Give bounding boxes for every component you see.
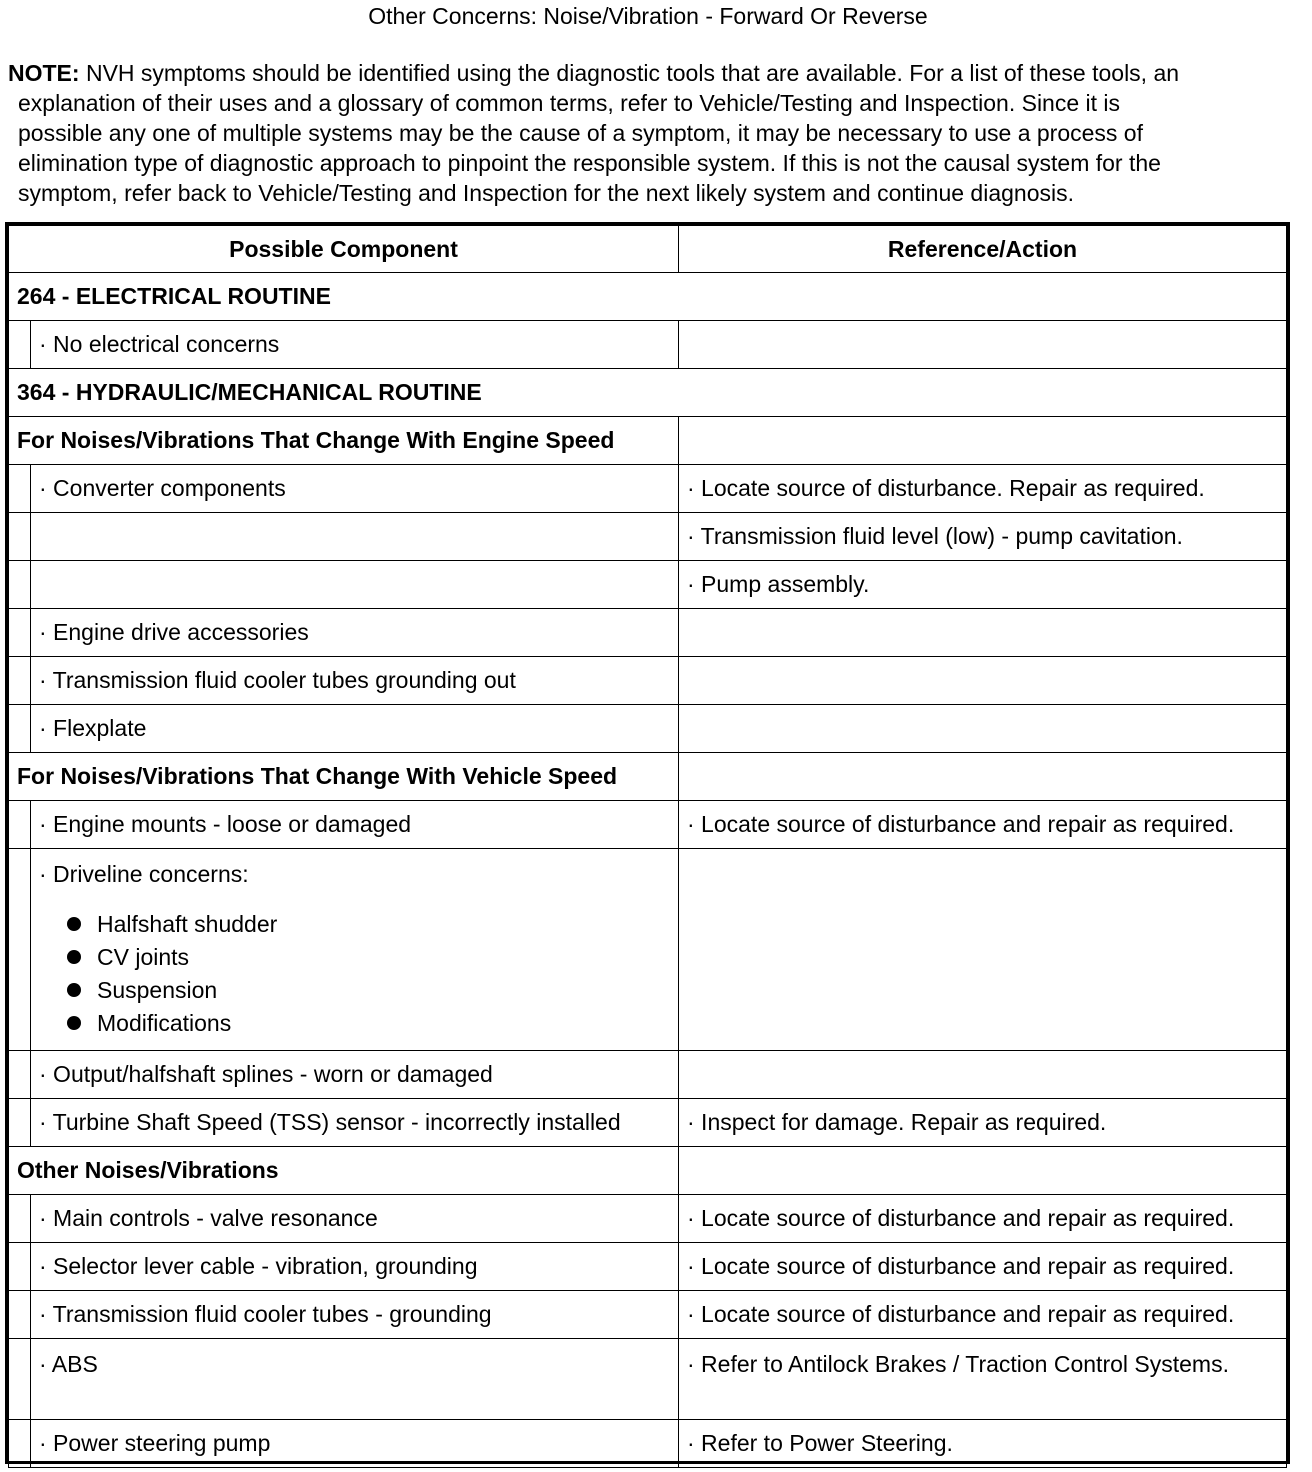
action-cell	[679, 1147, 1287, 1195]
component-cell: · Engine drive accessories	[31, 609, 679, 657]
indent-cell	[9, 657, 31, 705]
component-cell: · ABS	[31, 1339, 679, 1420]
list-item: Modifications	[67, 1007, 670, 1040]
action-cell	[679, 1051, 1287, 1099]
component-cell: · Transmission fluid cooler tubes - grounding	[31, 1291, 679, 1339]
indent-cell	[9, 1339, 31, 1420]
section-row	[9, 369, 1287, 417]
action-cell: · Inspect for damage. Repair as required.	[679, 1099, 1287, 1147]
note-block	[8, 58, 1298, 208]
component-cell	[31, 561, 679, 609]
action-cell	[679, 321, 1287, 369]
action-cell: · Transmission fluid level (low) - pump cavitation.	[679, 513, 1287, 561]
component-cell: · No electrical concerns	[31, 321, 679, 369]
section-hydraulic-routine: 364 - HYDRAULIC/MECHANICAL ROUTINE	[9, 369, 1287, 417]
diagnosis-table	[5, 222, 1290, 1464]
indent-cell	[9, 465, 31, 513]
table-row	[9, 1099, 1287, 1147]
indent-cell	[9, 801, 31, 849]
table-row	[9, 1051, 1287, 1099]
indent-cell	[9, 1051, 31, 1099]
action-cell	[679, 705, 1287, 753]
component-cell	[31, 849, 679, 1051]
indent-cell	[9, 1420, 31, 1468]
table-row	[9, 705, 1287, 753]
component-cell: · Turbine Shaft Speed (TSS) sensor - incorrectly installed	[31, 1099, 679, 1147]
group-row	[9, 753, 1287, 801]
indent-cell	[9, 705, 31, 753]
component-cell: · Engine mounts - loose or damaged	[31, 801, 679, 849]
group-vehicle-speed: For Noises/Vibrations That Change With Vehicle Speed	[9, 753, 679, 801]
header-possible-component: Possible Component	[9, 226, 679, 273]
action-cell: · Locate source of disturbance and repair as required.	[679, 801, 1287, 849]
section-electrical-routine: 264 - ELECTRICAL ROUTINE	[9, 273, 1287, 321]
table-row	[9, 321, 1287, 369]
table-row	[9, 513, 1287, 561]
action-cell: · Refer to Antilock Brakes / Traction Control Systems.	[679, 1339, 1287, 1420]
component-cell: · Flexplate	[31, 705, 679, 753]
note-text-line: symptom, refer back to Vehicle/Testing and Inspection for the next likely system and continue diagnosis.	[18, 180, 1075, 206]
component-cell: · Main controls - valve resonance	[31, 1195, 679, 1243]
table-row	[9, 465, 1287, 513]
action-cell	[679, 753, 1287, 801]
component-cell	[31, 513, 679, 561]
action-cell: · Locate source of disturbance and repair as required.	[679, 1243, 1287, 1291]
action-cell: · Locate source of disturbance and repair as required.	[679, 1195, 1287, 1243]
indent-cell	[9, 321, 31, 369]
table-row	[9, 561, 1287, 609]
action-cell	[679, 417, 1287, 465]
note-text-line: elimination type of diagnostic approach to pinpoint the responsible system. If this is not the causal system for the	[18, 150, 1161, 176]
action-cell: · Pump assembly.	[679, 561, 1287, 609]
indent-cell	[9, 1195, 31, 1243]
component-cell: · Converter components	[31, 465, 679, 513]
indent-cell	[9, 849, 31, 1051]
table-row	[9, 609, 1287, 657]
group-engine-speed: For Noises/Vibrations That Change With Engine Speed	[9, 417, 679, 465]
group-row	[9, 417, 1287, 465]
indent-cell	[9, 561, 31, 609]
component-cell: · Selector lever cable - vibration, grounding	[31, 1243, 679, 1291]
table-row	[9, 1195, 1287, 1243]
action-cell: · Locate source of disturbance and repair as required.	[679, 1291, 1287, 1339]
table-row	[9, 1339, 1287, 1420]
driveline-concerns-label: · Driveline concerns:	[39, 861, 249, 887]
component-cell: · Power steering pump	[31, 1420, 679, 1468]
page-title: Other Concerns: Noise/Vibration - Forward Or Reverse	[368, 3, 928, 29]
action-cell	[679, 609, 1287, 657]
note-label: NOTE:	[8, 60, 80, 86]
list-item: Halfshaft shudder	[67, 908, 670, 941]
action-cell: · Refer to Power Steering.	[679, 1420, 1287, 1468]
component-cell: · Transmission fluid cooler tubes grounding out	[31, 657, 679, 705]
indent-cell	[9, 1243, 31, 1291]
action-cell: · Locate source of disturbance. Repair as required.	[679, 465, 1287, 513]
indent-cell	[9, 609, 31, 657]
note-text-line: NVH symptoms should be identified using the diagnostic tools that are available. For a list of these tools, an	[85, 60, 1180, 86]
table-row	[9, 849, 1287, 1051]
action-cell	[679, 657, 1287, 705]
component-cell: · Output/halfshaft splines - worn or damaged	[31, 1051, 679, 1099]
table-row	[9, 657, 1287, 705]
action-cell	[679, 849, 1287, 1051]
header-reference-action: Reference/Action	[679, 226, 1287, 273]
note-text-line: possible any one of multiple systems may be the cause of a symptom, it may be necessary to use a process of	[18, 120, 1143, 146]
table-header-row	[9, 226, 1287, 273]
list-item: Suspension	[67, 974, 670, 1007]
group-other: Other Noises/Vibrations	[9, 1147, 679, 1195]
indent-cell	[9, 513, 31, 561]
table-row	[9, 1420, 1287, 1468]
note-text-line: explanation of their uses and a glossary of common terms, refer to Vehicle/Testing and Inspection. Since it is	[18, 90, 1121, 116]
table-row	[9, 801, 1287, 849]
driveline-bullet-list	[39, 908, 670, 1040]
indent-cell	[9, 1099, 31, 1147]
list-item: CV joints	[67, 941, 670, 974]
section-row	[9, 273, 1287, 321]
group-row	[9, 1147, 1287, 1195]
indent-cell	[9, 1291, 31, 1339]
table-row	[9, 1291, 1287, 1339]
table-row	[9, 1243, 1287, 1291]
